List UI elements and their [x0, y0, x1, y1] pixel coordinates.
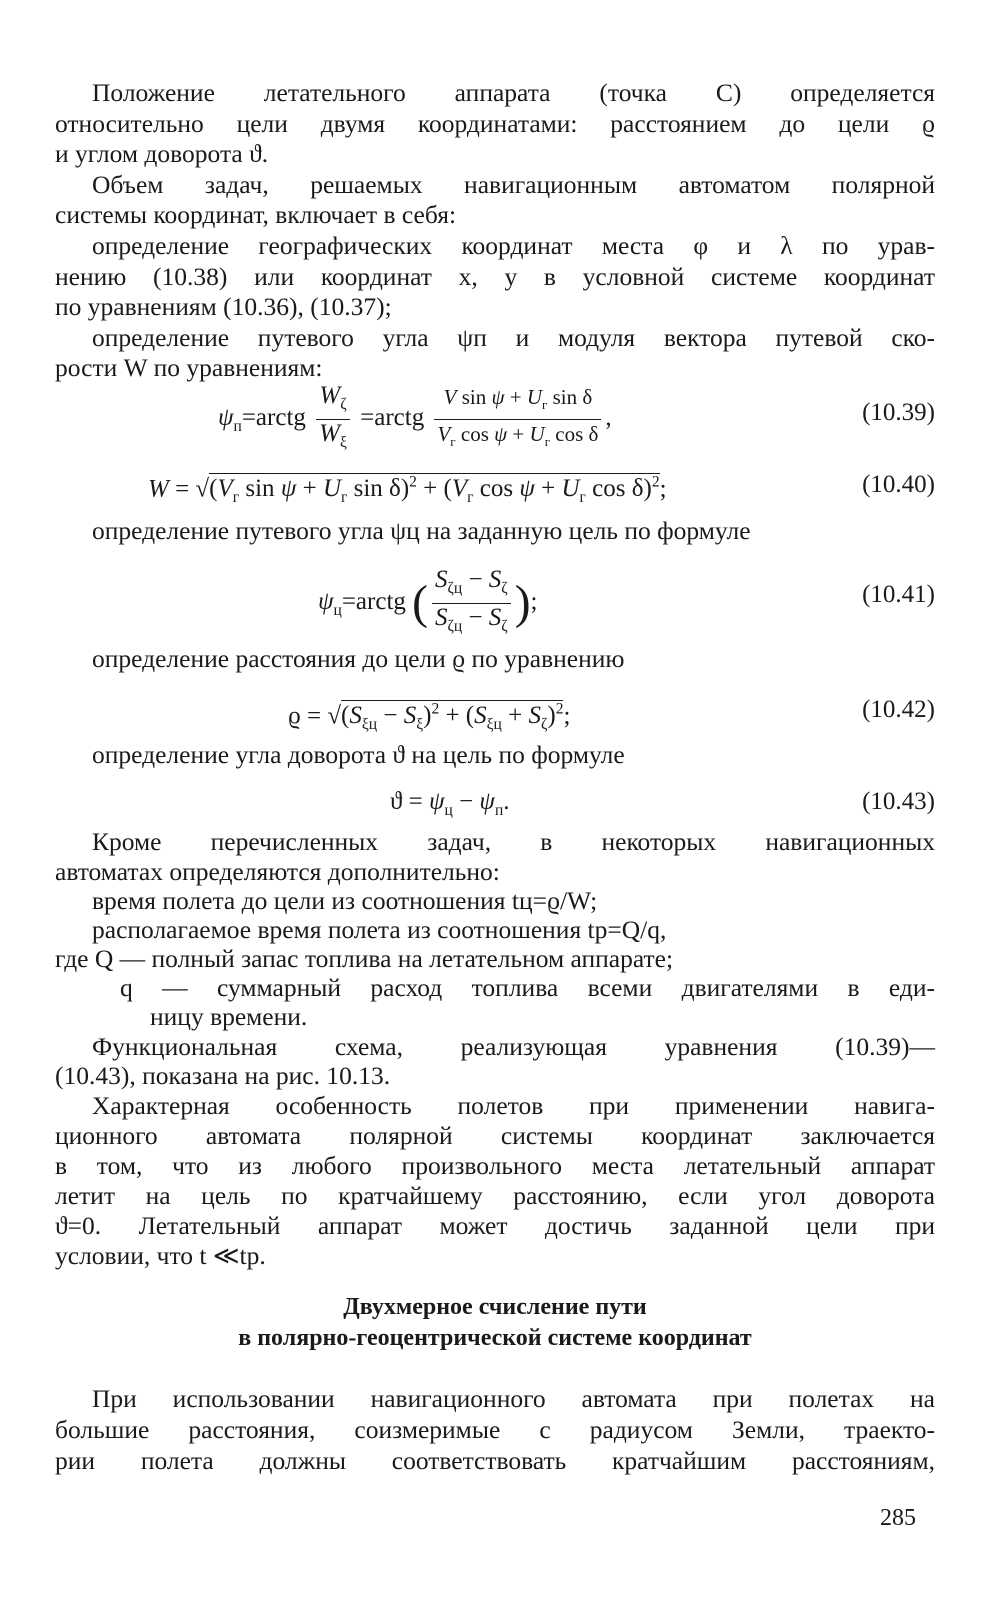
equation-number: (10.41) — [862, 581, 935, 608]
section-heading-line-2: в полярно-геоцентрической системе координат — [238, 1325, 752, 1351]
text-line: Характерная особенность полетов при применении навига- — [92, 1091, 935, 1120]
equation-number: (10.39) — [862, 399, 935, 426]
page-number: 285 — [880, 1505, 916, 1531]
text-line: определение расстояния до цели ϱ по уравнению — [92, 644, 625, 673]
text-line: определение путевого угла ψц на заданную цель по формуле — [92, 516, 751, 545]
text-line: определение угла доворота ϑ на цель по формуле — [92, 740, 625, 769]
text-line: автоматах определяются дополнительно: — [55, 857, 500, 886]
text-line: рости W по уравнениям: — [55, 353, 323, 382]
text-line: по уравнениям (10.36), (10.37); — [55, 292, 392, 321]
text-line: ницу времени. — [150, 1002, 308, 1031]
text-line: рии полета должны соответствовать кратчайшим расстояниям, — [55, 1446, 935, 1475]
equation-10-42: $ϱ = √(S_{\xi ц} - S_\xi)^2 + (S_{\xi ц} + S_\zeta)^2$; — [288, 701, 571, 734]
text-line: в том, что из любого произвольного места летательный аппарат — [55, 1151, 935, 1180]
text-line: ционного автомата полярной системы координат заключается — [55, 1121, 935, 1150]
equation-10-43: $ϑ = \psi_ц - \psi_п$. — [390, 788, 510, 819]
equation-10-39: $\psi_п=arctg$ $\frac{W_\zeta}{W_\xi}$ =arctg $\frac{V \sin \psi + U_г \sin \delta}{V_г \cos \psi + U_г \cos \delta}$ , — [218, 382, 612, 451]
text-line: большие расстояния, соизмеримые с радиусом Земли, траекто- — [55, 1415, 935, 1444]
section-heading-line-1: Двухмерное счисление пути — [343, 1294, 647, 1320]
text-line: летит на цель по кратчайшему расстоянию, если угол доворота — [55, 1181, 935, 1210]
text-line: Положение летательного аппарата (точка C) определяется — [92, 78, 935, 107]
text-line: определение путевого угла ψп и модуля вектора путевой ско- — [92, 323, 935, 352]
text-line: нению (10.38) или координат x, y в условной системе координат — [55, 262, 935, 291]
equation-number: (10.43) — [862, 788, 935, 815]
text-line: q — суммарный расход топлива всеми двигателями в еди- — [120, 973, 935, 1002]
text-line: где Q — полный запас топлива на летательном аппарате; — [55, 944, 674, 973]
equation-number: (10.42) — [862, 696, 935, 723]
text-line: условии, что t ≪tр. — [55, 1241, 266, 1270]
text-line: ϑ=0. Летательный аппарат может достичь заданной цели при — [55, 1211, 935, 1240]
text-line: Кроме перечисленных задач, в некоторых навигационных — [92, 827, 935, 856]
text-line: Объем задач, решаемых навигационным автоматом полярной — [92, 170, 935, 199]
text-line: относительно цели двумя координатами: расстоянием до цели ϱ — [55, 109, 935, 138]
text-line: системы координат, включает в себя: — [55, 200, 457, 229]
text-line: определение географических координат места φ и λ по урав- — [92, 231, 935, 260]
text-line: и углом доворота ϑ. — [55, 139, 269, 168]
text-line: Функциональная схема, реализующая уравнения (10.39)— — [92, 1032, 935, 1061]
equation-10-40: $W = √(V_г$ $\sin \psi + U_г$ $\sin \delta)^2 + (V_г$ $\cos \psi + U_г$ cos δ)$^2$; — [148, 474, 667, 507]
equation-10-41: $\psi_ц=arctg$ ( $\frac{S_{\zeta ц} - S_\zeta}{S_{\zeta ц} - S_\zeta}$ ); — [318, 566, 538, 635]
text-line: При использовании навигационного автомата при полетах на — [92, 1384, 935, 1413]
text-line: располагаемое время полета из соотношения tр=Q/q, — [92, 915, 667, 944]
text-line: (10.43), показана на рис. 10.13. — [55, 1061, 391, 1090]
equation-number: (10.40) — [862, 471, 935, 498]
text-line: время полета до цели из соотношения tц=ϱ/W; — [92, 886, 598, 915]
